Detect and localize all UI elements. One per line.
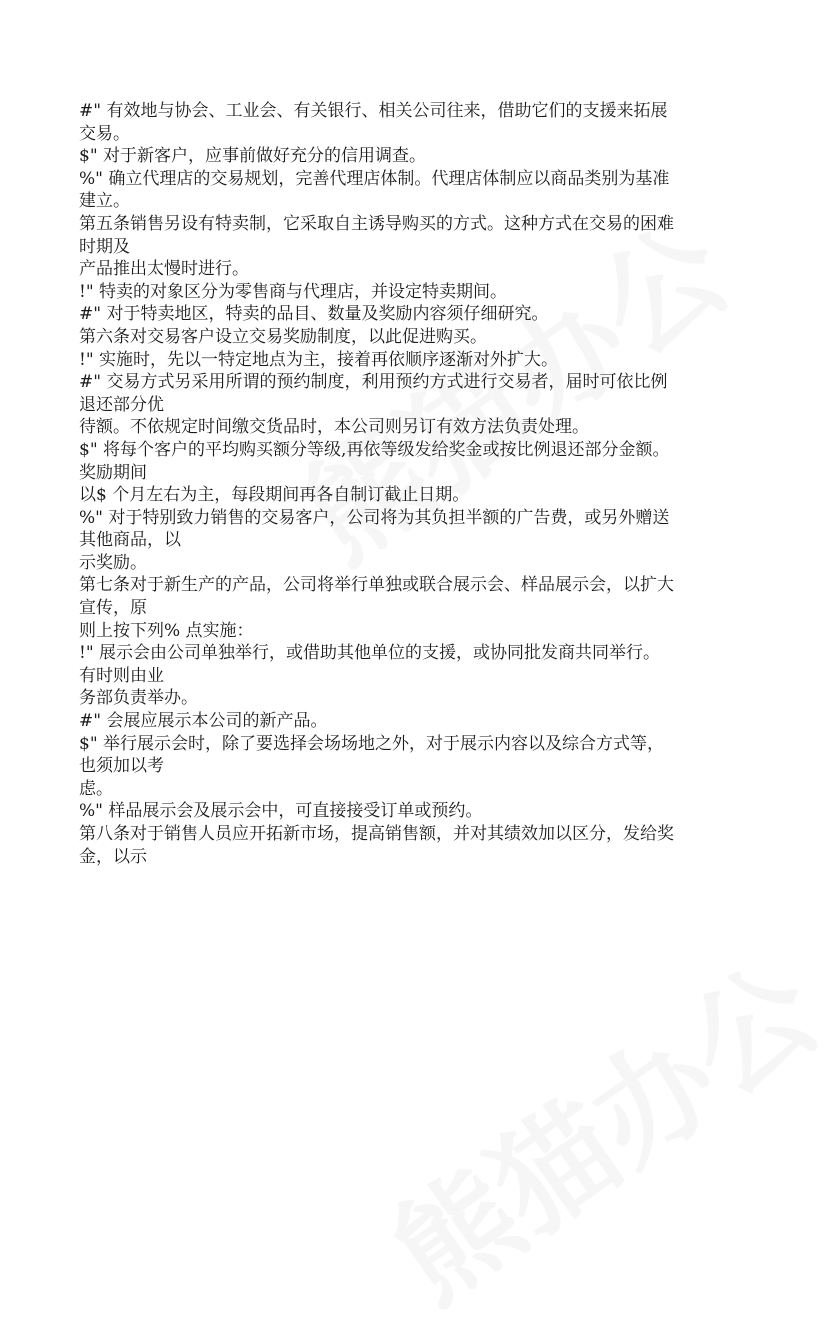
text-line: %" 确立代理店的交易规划，完善代理店体制。代理店体制应以商品类别为基准 (79, 168, 670, 189)
text-line: #" 对于特卖地区，特卖的品目、数量及奖励内容须仔细研究。 (79, 304, 549, 325)
document-body (79, 100, 769, 868)
text-line: $" 举行展示会时，除了要选择会场场地之外，对于展示内容以及综合方式等， (79, 733, 665, 754)
text-line: 也须加以考 (79, 756, 164, 777)
text-line: 示奖励。 (79, 552, 147, 573)
text-line: #" 会展应展示本公司的新产品。 (79, 711, 328, 732)
text-line: $" 将每个客户的平均购买额分等级,再依等级发给奖金或按比例退还部分金额。 (79, 439, 670, 460)
text-line: 第七条对于新生产的产品，公司将举行单独或联合展示会、样品展示会，以扩大 (79, 575, 674, 596)
text-line: !" 展示会由公司单独举行，或借助其他单位的支援，或协同批发商共同举行。 (79, 643, 661, 664)
text-line: 建立。 (79, 191, 130, 212)
text-line: 有时则由业 (79, 665, 164, 686)
text-line: 待额。不依规定时间缴交货品时，本公司则另订有效方法负责处理。 (79, 417, 589, 438)
text-line: $" 对于新客户，应事前做好充分的信用调查。 (79, 146, 427, 167)
text-line: 第五条销售另设有特卖制，它采取自主诱导购买的方式。这种方式在交易的困难 (79, 213, 674, 234)
text-line: %" 样品展示会及展示会中，可直接接受订单或预约。 (79, 801, 483, 822)
text-line: 其他商品，以 (79, 530, 181, 551)
text-line: 虑。 (79, 778, 113, 799)
text-line: !" 特卖的对象区分为零售商与代理店，并设定特卖期间。 (79, 281, 508, 302)
text-line: 第八条对于销售人员应开拓新市场，提高销售额，并对其绩效加以区分，发给奖 (79, 824, 674, 844)
text-line: %" 对于特别致力销售的交易客户，公司将为其负担半额的广告费，或另外赠送 (79, 507, 670, 528)
watermark (354, 918, 830, 1334)
text-line: 以$ 个月左右为主，每段期间再各自制订截止日期。 (79, 485, 470, 506)
text-line: 宣传，原 (79, 598, 147, 619)
text-line: 金，以示 (79, 846, 147, 867)
text-line: 务部负责举办。 (79, 688, 198, 709)
text-line: 则上按下列% 点实施： (79, 620, 254, 641)
text-line: 奖励期间 (79, 462, 147, 483)
text-line: 产品推出太慢时进行。 (79, 259, 249, 280)
text-line: 第六条对交易客户设立交易奖励制度，以此促进购买。 (79, 326, 487, 347)
text-line: 时期及 (79, 236, 130, 257)
text-line: 交易。 (79, 123, 130, 144)
text-line: #" 有效地与协会、工业会、有关银行、相关公司往来，借助它们的支援来拓展 (79, 101, 668, 121)
text-line: !" 实施时，先以一特定地点为主，接着再依顺序逐渐对外扩大。 (79, 349, 559, 370)
text-line: #" 交易方式另采用所谓的预约制度，利用预约方式进行交易者，届时可依比例 (79, 372, 668, 393)
text-line: 退还部分优 (79, 394, 164, 415)
